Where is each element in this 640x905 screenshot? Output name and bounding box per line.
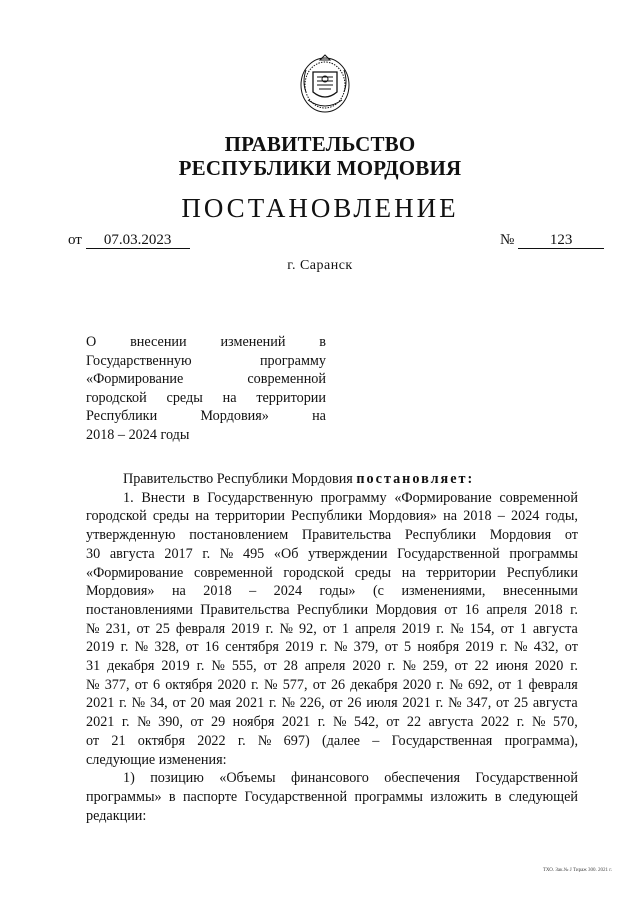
date-value: 07.03.2023 bbox=[86, 233, 190, 249]
body-line: постановлениями Правительства Республики Мордовия от 16 апреля 2018 г. bbox=[86, 601, 578, 618]
body-line: 2021 г. № 390, от 29 ноября 2021 г. № 542, от 22 августа 2022 г. № 570, bbox=[86, 714, 578, 731]
subject-line bbox=[86, 333, 326, 352]
subject-line bbox=[86, 370, 326, 389]
subject-word: современной bbox=[247, 371, 326, 387]
subject-word: городской bbox=[86, 389, 147, 406]
subject-word: территории bbox=[256, 389, 326, 406]
document-type: ПОСТАНОВЛЕНИЕ bbox=[181, 193, 459, 223]
body-line: 30 августа 2017 г. № 495 «Об утверждении Государственной программы bbox=[86, 545, 578, 562]
body-line: редакции: bbox=[86, 807, 147, 824]
body-line: Мордовия» на 2018 – 2024 годы» (с изменениями, внесенными bbox=[86, 583, 578, 600]
subject-word: на bbox=[312, 408, 326, 424]
subject-line bbox=[86, 407, 326, 426]
document-number bbox=[500, 232, 604, 249]
body-line: № 231, от 25 февраля 2019 г. № 92, от 1 апреля 2019 г. № 154, от 1 августа bbox=[86, 620, 578, 637]
body-line: программы» в паспорте Государственной программы изложить в следующей bbox=[86, 788, 578, 805]
body-line: 31 декабря 2019 г. № 555, от 28 апреля 2020 г. № 259, от 22 июня 2020 г. bbox=[86, 658, 578, 675]
subject-word: Государственную bbox=[86, 352, 192, 369]
subject-line bbox=[86, 426, 326, 445]
document-subject bbox=[86, 333, 326, 444]
organization-name-line2: РЕСПУБЛИКИ МОРДОВИЯ bbox=[178, 156, 462, 180]
document-date bbox=[68, 232, 190, 249]
organization-name-line1: ПРАВИТЕЛЬСТВО bbox=[224, 132, 416, 156]
print-footer: ТХО. Зак.№ J Тираж 300. 2021 г. bbox=[542, 868, 612, 873]
body-line: от 21 октября 2022 г. № 697) (далее – Государственная программа), bbox=[86, 732, 578, 749]
subject-word: О bbox=[86, 334, 97, 350]
subject-word: внесении bbox=[130, 334, 187, 350]
document-body bbox=[86, 470, 578, 825]
body-paragraphs bbox=[86, 489, 578, 826]
subject-word: изменений bbox=[220, 334, 286, 350]
subject-word: 2018 – 2024 годы bbox=[86, 426, 190, 443]
preamble-text: Правительство Республики Мордовия bbox=[123, 471, 357, 487]
body-line: 2019 г. № 328, от 16 сентября 2019 г. № 379, от 5 ноября 2019 г. № 432, от bbox=[86, 639, 578, 656]
subject-word: на bbox=[222, 389, 237, 406]
number-value: 123 bbox=[518, 233, 604, 249]
body-line: 1) позицию «Объемы финансового обеспечения Государственной bbox=[123, 770, 578, 787]
subject-word: среды bbox=[166, 389, 203, 406]
subject-line bbox=[86, 352, 326, 371]
city: г. Саранск bbox=[287, 258, 353, 273]
preamble-decree-word: постановляет: bbox=[356, 471, 475, 487]
subject-word: программу bbox=[259, 352, 326, 369]
coat-of-arms-emblem bbox=[298, 52, 352, 116]
body-line: «Формирование современной городской среды на территории Республики bbox=[86, 564, 578, 581]
subject-word: Республики bbox=[86, 408, 158, 424]
subject-word: Мордовия» bbox=[200, 408, 269, 424]
subject-word: в bbox=[319, 334, 326, 350]
number-prefix: № bbox=[500, 232, 515, 248]
subject-line bbox=[86, 389, 326, 408]
body-line: 2021 г. № 34, от 20 мая 2021 г. № 226, от 26 июля 2021 г. № 347, от 25 августа bbox=[86, 695, 578, 712]
preamble bbox=[86, 470, 578, 489]
body-line: утвержденную постановлением Правительства Республики Мордовия от bbox=[86, 527, 578, 544]
body-line: городской среды на территории Республики Мордовия» на 2018 – 2024 годы, bbox=[86, 508, 578, 525]
subject-word: «Формирование bbox=[86, 371, 184, 387]
date-prefix: от bbox=[68, 232, 82, 248]
body-line: № 377, от 6 октября 2020 г. № 577, от 26 декабря 2020 г. № 692, от 1 февраля bbox=[86, 676, 578, 693]
body-line: 1. Внести в Государственную программу «Формирование современной bbox=[123, 489, 578, 506]
body-line: следующие изменения: bbox=[86, 751, 227, 768]
